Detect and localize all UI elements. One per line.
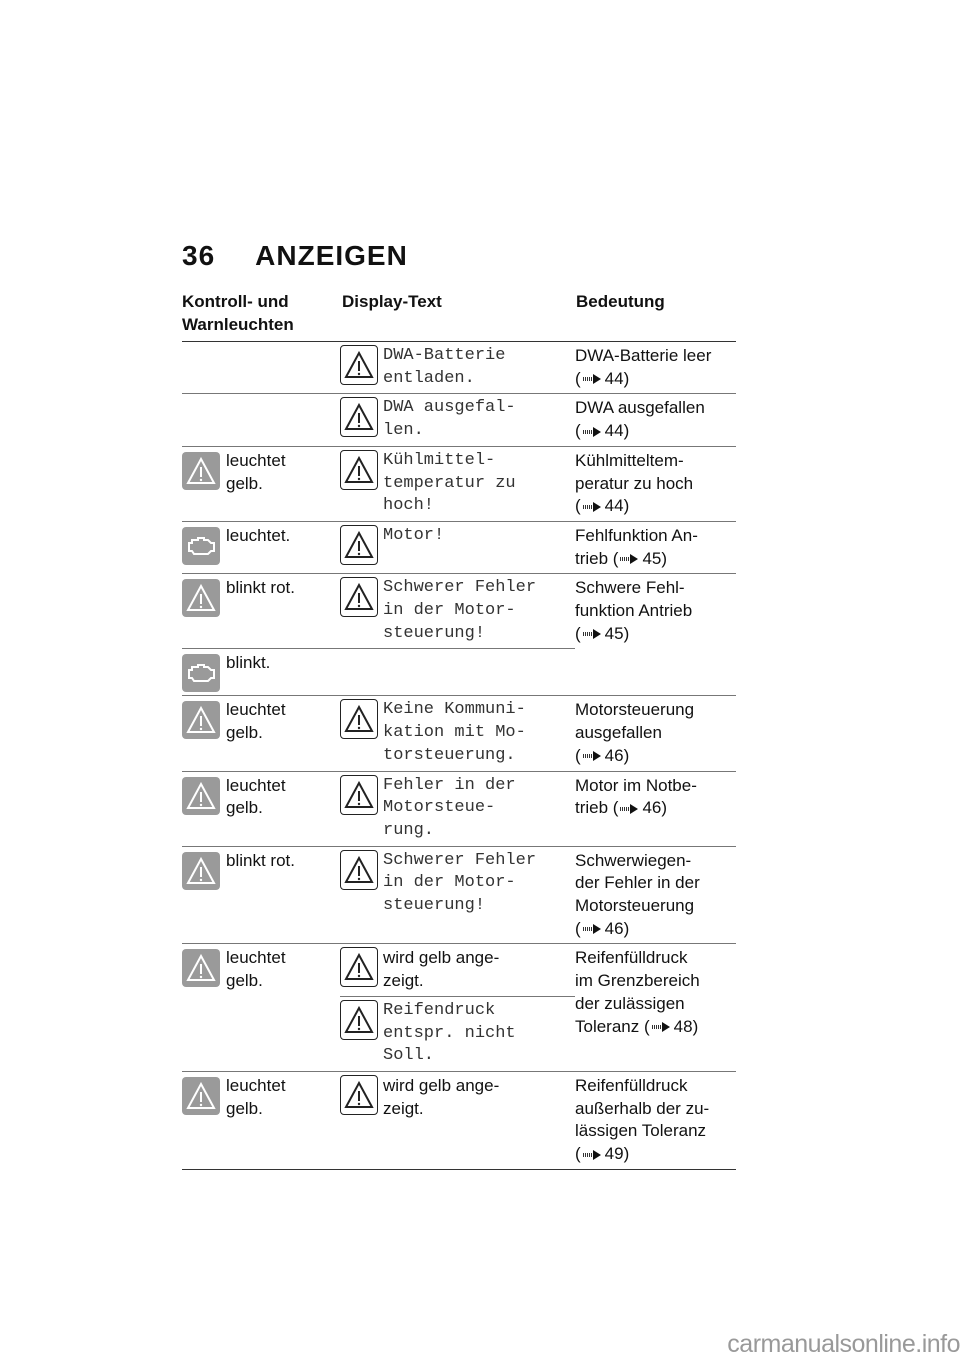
meaning-cell [575,771,736,846]
warning-light-cell [182,521,340,573]
table-row [182,521,736,573]
display-warning-icon [340,345,378,385]
light-status: leuchtet gelb. [226,948,286,991]
display-message: DWA-Batterie entladen. [383,346,506,388]
warning-triangle-icon [182,1077,220,1115]
arrow-icon [583,1150,601,1160]
page-reference-link[interactable] [613,549,667,568]
meaning-text: Reifenfülldruck im Grenzbereich der zulässigen Toleranz [575,948,700,1036]
meaning-cell [575,521,736,573]
display-text-cell [340,649,575,696]
page-reference-link[interactable] [575,1144,629,1163]
warning-light-cell [182,394,340,446]
warning-light-cell [182,696,340,771]
meaning-cell [575,574,736,696]
page-ref-number: 45 [642,548,662,568]
meaning-text: Schwere Fehl- funktion Antrieb [575,578,693,621]
display-warning-icon [340,397,378,437]
warning-light-cell [182,649,340,696]
display-message: Fehler in der Motorsteue- rung. [383,775,516,840]
meaning-cell [575,394,736,446]
page-reference-link[interactable] [575,624,629,643]
meaning-text: Motorsteuerung ausgefallen [575,700,695,743]
table-row [182,846,736,944]
warning-light-cell [182,944,340,996]
arrow-icon [583,502,601,512]
page-ref-number: 45 [604,623,624,643]
table-row [182,342,736,394]
arrow-icon [620,804,638,814]
display-warning-icon [340,1075,378,1115]
display-message: Schwerer Fehler in der Motor- steuerung! [383,850,537,916]
warning-light-cell [182,996,340,1071]
display-text-cell [340,446,575,521]
display-message: Keine Kommuni- kation mit Mo- torsteuerung. [383,700,526,765]
table-row [182,446,736,521]
table-row [182,574,736,649]
table-row [182,771,736,846]
arrow-icon [583,751,601,761]
header-display-text: Display-Text [342,292,442,311]
meaning-cell [575,342,736,394]
meaning-cell [575,944,736,1072]
page-ref-number: 44 [604,496,624,516]
meaning-text: Fehlfunktion An- trieb [575,525,698,568]
meaning-text: Schwerwiegen- der Fehler in der Motorsteuerung [575,850,700,916]
display-text-cell [340,342,575,394]
page-reference-link[interactable] [575,496,629,515]
arrow-icon [620,554,638,564]
display-text-cell [340,521,575,573]
display-text-cell [340,574,575,649]
display-text-cell [340,771,575,846]
page-title [182,240,408,272]
light-status: blinkt rot. [226,578,295,598]
light-status: leuchtet gelb. [226,775,286,818]
warning-light-cell [182,771,340,846]
warning-light-cell [182,846,340,944]
display-text-cell [340,846,575,944]
warning-light-cell [182,574,340,649]
page-reference-link[interactable] [613,798,667,817]
warning-triangle-icon [182,777,220,815]
page-ref-number: 44 [604,368,624,388]
meaning-text: DWA ausgefallen [575,398,705,418]
warning-triangle-icon [182,701,220,739]
header-warning-lights: Kontroll- und Warnleuchten [182,292,294,334]
display-text-cell [340,944,575,996]
warning-light-cell [182,1071,340,1169]
warning-light-cell [182,342,340,394]
indicator-table [182,341,736,1170]
display-warning-icon [340,850,378,890]
display-message: wird gelb ange- zeigt. [383,1075,500,1118]
watermark: carmanualsonline.info [727,1330,960,1358]
meaning-text: Kühlmitteltem- peratur zu hoch [575,450,694,493]
page-ref-number: 46 [642,798,662,818]
warning-triangle-icon [182,452,220,490]
table-row [182,944,736,996]
table-row [182,696,736,771]
page-ref-number: 44 [604,421,624,441]
arrow-icon [583,427,601,437]
meaning-text: Motor im Notbe- trieb [575,775,697,818]
display-message: Kühlmittel- temperatur zu hoch! [383,450,516,516]
display-warning-icon [340,450,378,490]
light-status: blinkt. [226,653,271,673]
table-row [182,394,736,446]
page-number: 36 [182,240,216,271]
arrow-icon [583,374,601,384]
meaning-text: Reifenfülldruck außerhalb der zu- lässigen Toleranz [575,1075,710,1141]
page-ref-number: 46 [604,745,624,765]
meaning-cell [575,696,736,771]
display-message: DWA ausgefal- len. [383,398,516,441]
display-text-cell [340,996,575,1071]
display-message: Schwerer Fehler in der Motor- steuerung! [383,578,537,643]
display-warning-icon [340,1000,378,1040]
display-warning-icon [340,775,378,815]
light-status: leuchtet gelb. [226,1075,286,1118]
page-reference-link[interactable] [575,919,629,938]
display-text-cell [340,1071,575,1169]
page-ref-number: 49 [604,1144,624,1164]
page-ref-number: 48 [673,1016,693,1036]
page-ref-number: 46 [604,918,624,938]
warning-light-cell [182,446,340,521]
meaning-cell [575,846,736,944]
display-warning-icon [340,577,378,617]
display-message: wird gelb ange- zeigt. [383,948,500,991]
light-status: leuchtet gelb. [226,700,286,743]
display-text-cell [340,696,575,771]
display-message: Reifendruck entspr. nicht Soll. [383,1000,516,1066]
display-warning-icon [340,699,378,739]
warning-triangle-icon [182,579,220,617]
arrow-icon [583,629,601,639]
display-warning-icon [340,947,378,987]
page-reference-link[interactable] [575,746,629,765]
header-meaning: Bedeutung [576,292,665,311]
engine-warning-icon [182,527,220,565]
display-text-cell [340,394,575,446]
warning-triangle-icon [182,852,220,890]
arrow-icon [583,924,601,934]
display-warning-icon [340,525,378,565]
table-row [182,1071,736,1169]
engine-warning-icon [182,654,220,692]
light-status: leuchtet gelb. [226,450,286,493]
light-status: blinkt rot. [226,850,295,870]
page-reference-link[interactable] [575,369,629,388]
meaning-cell [575,446,736,521]
section-title: ANZEIGEN [255,240,408,271]
meaning-cell [575,1071,736,1169]
page-reference-link[interactable] [644,1017,698,1036]
arrow-icon [652,1022,670,1032]
display-message: Motor! [383,525,445,545]
light-status: leuchtet. [226,525,291,545]
meaning-text: DWA-Batterie leer [575,346,712,365]
page-reference-link[interactable] [575,421,629,440]
warning-triangle-icon [182,949,220,987]
